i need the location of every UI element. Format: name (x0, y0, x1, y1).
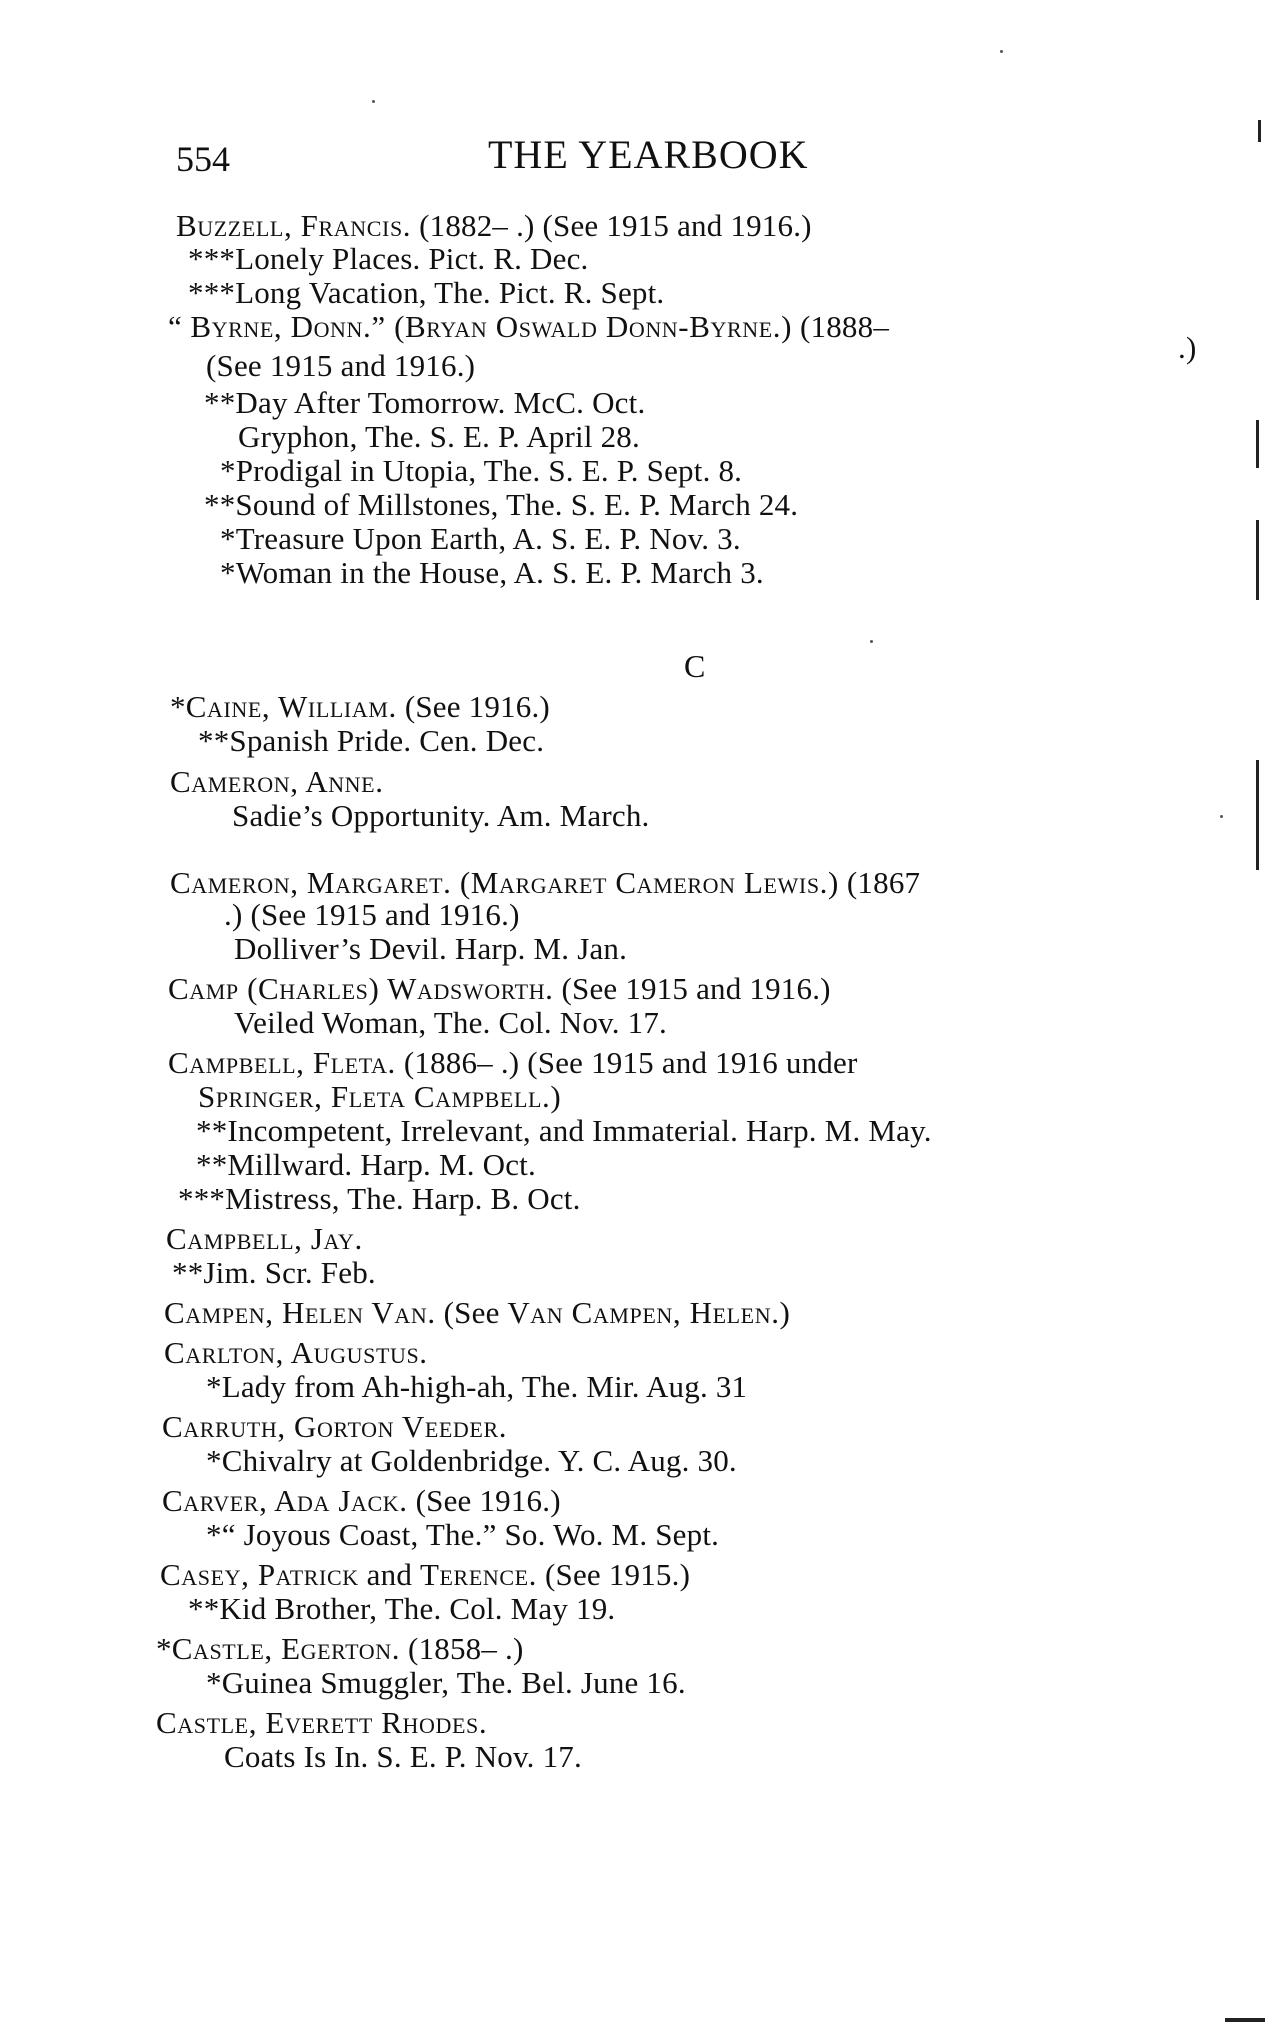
index-line (170, 689, 550, 725)
line-text-run: Cameron, Margaret. (Margaret Cameron Lewis.) (170, 865, 839, 900)
line-text-run: ***Long Vacation, The. Pict. R. Sept. (188, 275, 665, 310)
line-text-run: Byrne, Donn.” (Bryan Oswald Donn-Byrne.) (181, 309, 793, 344)
edge-mark (1256, 420, 1259, 468)
line-text-run (554, 971, 562, 1006)
line-text-run: **Spanish Pride. Cen. Dec. (198, 723, 545, 758)
line-text-run: Terence. (419, 1557, 538, 1592)
index-line (204, 385, 645, 421)
line-text-run (839, 865, 847, 900)
line-text-run: Veiled Woman, The. Col. Nov. 17. (234, 1005, 667, 1040)
line-text-run: *“ Joyous Coast, The.” So. Wo. M. Sept. (206, 1517, 720, 1552)
line-text-run: (See 1916.) (404, 689, 550, 724)
line-text-run: Campbell, Fleta. (168, 1045, 396, 1080)
index-line (166, 1221, 363, 1257)
line-text-run: Carruth, Gorton Veeder. (162, 1409, 508, 1444)
line-text-run: **Day After Tomorrow. McC. Oct. (204, 385, 646, 420)
index-line (220, 521, 741, 557)
index-line (196, 1113, 932, 1149)
index-line (178, 1181, 581, 1217)
line-text-run: Carver, Ada Jack. (162, 1483, 408, 1518)
line-text-run: (1867 (846, 865, 921, 900)
line-text-run: (See 1915 and 1916.) (250, 897, 520, 932)
edge-mark (1256, 520, 1259, 600)
line-text-run (436, 1295, 444, 1330)
line-text-run: (1886– .) (395, 1045, 528, 1080)
line-text-run: *Chivalry at Goldenbridge. Y. C. Aug. 30. (206, 1443, 737, 1478)
index-line (234, 931, 627, 967)
line-text-run: Buzzell, Francis. (176, 208, 412, 243)
line-text-run: *Woman in the House, A. S. E. P. March 3. (220, 555, 764, 590)
line-text-run: Campbell, Jay. (166, 1221, 363, 1256)
index-line (168, 1045, 857, 1081)
line-text-run: “ (168, 309, 182, 344)
line-text-run: Gryphon, The. S. E. P. April 28. (238, 419, 640, 454)
line-text-run: Castle, Everett Rhodes. (156, 1705, 488, 1740)
line-text-run: *Guinea Smuggler, The. Bel. June 16. (206, 1665, 686, 1700)
index-line (198, 1079, 561, 1115)
line-text-run: **Incompetent, Irrelevant, and Immaterial. Harp. M. May. (196, 1113, 932, 1148)
edge-mark (1258, 120, 1261, 142)
index-line (224, 897, 520, 933)
line-text-run: and (358, 1557, 420, 1592)
line-text-run: Sadie’s Opportunity. Am. March. (232, 798, 650, 833)
index-line (168, 971, 831, 1007)
index-line (206, 1443, 737, 1479)
index-line (1178, 330, 1196, 366)
index-line (168, 309, 889, 345)
index-line (206, 1665, 686, 1701)
index-line (188, 1591, 615, 1627)
line-text-run: **Sound of Millstones, The. S. E. P. March 24. (204, 487, 799, 522)
line-text-run: .) (224, 897, 251, 932)
line-text-run: **Kid Brother, The. Col. May 19. (188, 1591, 616, 1626)
scan-speck (1000, 50, 1003, 53)
line-text-run: *Treasure Upon Earth, A. S. E. P. Nov. 3. (220, 521, 741, 556)
index-line (238, 419, 640, 455)
page-number: 554 (176, 139, 230, 179)
index-line (170, 865, 920, 901)
index-line (220, 453, 742, 489)
index-line (188, 275, 664, 311)
index-line (206, 348, 475, 384)
line-text-run (408, 1483, 416, 1518)
line-text-run: ***Mistress, The. Harp. B. Oct. (178, 1181, 581, 1216)
line-text-run: (See 1915 and 1916.) (561, 971, 831, 1006)
line-text-run: **Millward. Harp. M. Oct. (196, 1147, 536, 1182)
index-line (160, 1557, 690, 1593)
running-head: THE YEARBOOK (488, 132, 809, 177)
scan-speck (372, 100, 375, 103)
line-text-run: Springer, Fleta Campbell.) (198, 1079, 562, 1114)
line-text-run: (See (443, 1295, 500, 1330)
index-line (206, 1517, 719, 1553)
line-text-run: Cameron, Anne. (170, 764, 384, 799)
index-line (220, 555, 764, 591)
line-text-run: Camp (Charles) Wadsworth. (168, 971, 554, 1006)
line-text-run (397, 689, 405, 724)
line-text-run: Van Campen, Helen.) (499, 1295, 791, 1330)
line-text-run: Caine, William. (185, 689, 397, 724)
line-text-run: * (156, 1631, 172, 1666)
section-letter: C (684, 648, 706, 684)
line-text-run: Casey, Patrick (160, 1557, 359, 1592)
index-line (156, 1705, 487, 1741)
index-line (156, 1631, 524, 1667)
line-text-run: (1882– .) (411, 208, 543, 243)
index-line (188, 241, 589, 277)
line-text-run: (See 1915 and 1916 under (527, 1045, 858, 1080)
line-text-run: Dolliver’s Devil. Harp. M. Jan. (234, 931, 628, 966)
line-text-run: Carlton, Augustus. (164, 1335, 428, 1370)
index-line (162, 1409, 507, 1445)
index-line (162, 1483, 561, 1519)
line-text-run: Coats Is In. S. E. P. Nov. 17. (224, 1739, 582, 1774)
line-text-run: *Prodigal in Utopia, The. S. E. P. Sept. 8. (220, 453, 743, 488)
index-line (224, 1739, 582, 1775)
scan-speck (1220, 815, 1223, 818)
scan-speck (870, 640, 873, 643)
index-line (172, 1255, 376, 1291)
index-line (164, 1335, 428, 1371)
line-text-run: *Lady from Ah-high-ah, The. Mir. Aug. 31 (206, 1369, 748, 1404)
line-text-run: **Jim. Scr. Feb. (172, 1255, 376, 1290)
index-line (234, 1005, 667, 1041)
index-line (232, 798, 649, 834)
line-text-run: (See 1915.) (544, 1557, 691, 1592)
line-text-run: Campen, Helen Van. (164, 1295, 436, 1330)
edge-mark (1256, 760, 1259, 870)
index-line (176, 208, 812, 244)
line-text-run: (1888– (792, 309, 890, 344)
line-text-run: (See 1916.) (415, 1483, 561, 1518)
line-text-run: .) (1178, 330, 1197, 365)
line-text-run (537, 1557, 545, 1592)
edge-mark (1225, 2018, 1265, 2022)
line-text-run: (See 1915 and 1916.) (206, 348, 476, 383)
line-text-run: * (170, 689, 186, 724)
line-text-run: (See 1915 and 1916.) (542, 208, 812, 243)
line-text-run: ***Lonely Places. Pict. R. Dec. (188, 241, 589, 276)
line-text-run: (1858– .) (400, 1631, 524, 1666)
index-line (164, 1295, 791, 1331)
index-line (206, 1369, 747, 1405)
index-line (198, 723, 544, 759)
index-line (204, 487, 798, 523)
line-text-run: Castle, Egerton. (171, 1631, 401, 1666)
index-line (170, 764, 384, 800)
index-line (196, 1147, 536, 1183)
